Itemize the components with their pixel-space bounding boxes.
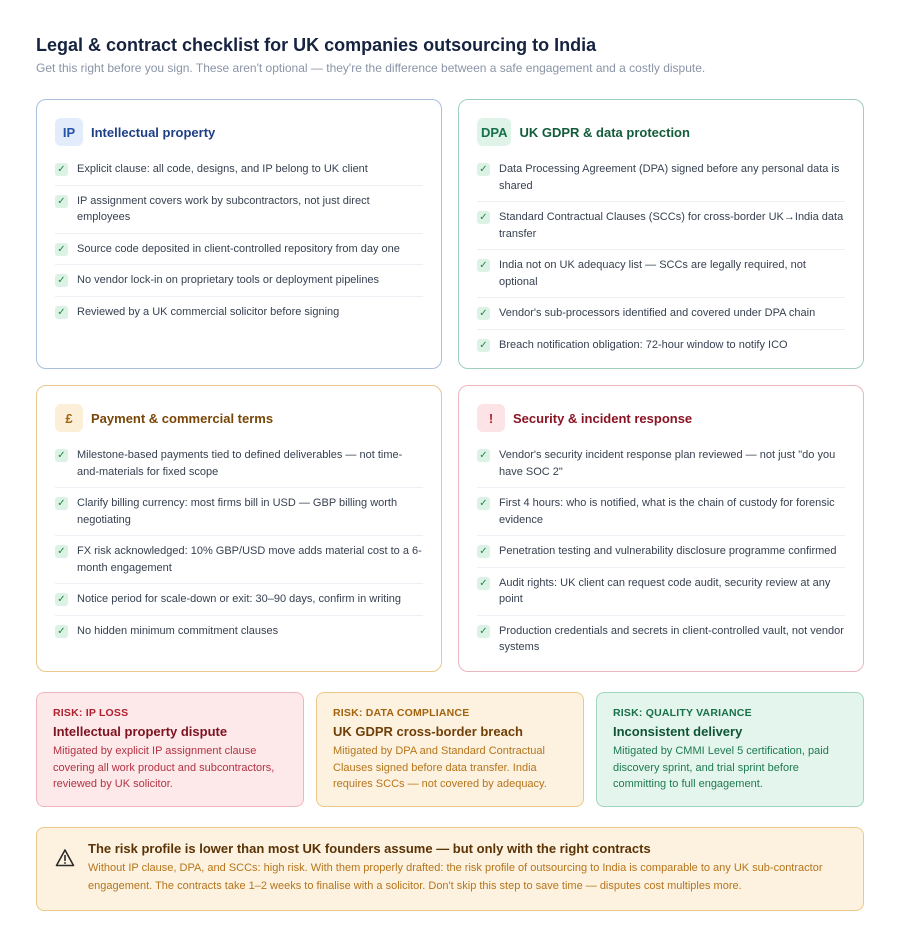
card-title: Security & incident response bbox=[513, 410, 693, 426]
risk-title: Inconsistent delivery bbox=[613, 724, 743, 739]
checklist-item bbox=[55, 297, 423, 328]
checklist-item-text: Explicit clause: all code, designs, and IP belong to UK client bbox=[77, 163, 368, 175]
checkmark-icon: ✓ bbox=[55, 625, 68, 638]
checklist-item bbox=[55, 584, 423, 616]
checklist-item-text: Reviewed by a UK commercial solicitor before signing bbox=[77, 305, 340, 318]
checkmark-icon: ✓ bbox=[477, 259, 490, 272]
card-title: UK GDPR & data protection bbox=[519, 124, 690, 140]
checklist-item bbox=[477, 330, 845, 361]
checklist-item-text: Milestone-based payments tied to defined deliverables — not time-and-materials for fixed scope bbox=[77, 449, 403, 478]
checkmark-icon: ✓ bbox=[477, 307, 490, 320]
risk-card-quality-variance bbox=[596, 692, 864, 807]
ip-badge-icon: IP bbox=[55, 118, 83, 146]
checkmark-icon: ✓ bbox=[477, 163, 490, 176]
checkmark-icon: ✓ bbox=[55, 449, 68, 462]
card-header bbox=[55, 118, 423, 146]
risk-description: Mitigated by CMMI Level 5 certification, paid discovery sprint, and trial sprint before committing to full engagement. bbox=[613, 745, 829, 790]
checklist-item-text: Penetration testing and vulnerability disclosure programme confirmed bbox=[499, 545, 837, 557]
checklist-item-text: Standard Contractual Clauses (SCCs) for cross-border UK→India data transfer bbox=[499, 211, 844, 240]
risk-description: Mitigated by explicit IP assignment clause covering all work product and subcontractors, reviewed by UK solicitor. bbox=[53, 745, 275, 790]
checkmark-icon: ✓ bbox=[55, 593, 68, 606]
warning-icon bbox=[55, 848, 75, 868]
risk-label: RISK: IP LOSS bbox=[53, 707, 129, 719]
risk-label: RISK: QUALITY VARIANCE bbox=[613, 707, 752, 719]
checklist-item-text: Vendor's sub-processors identified and covered under DPA chain bbox=[499, 307, 816, 319]
checkmark-icon: ✓ bbox=[55, 274, 68, 287]
risk-label: RISK: DATA COMPLIANCE bbox=[333, 707, 470, 719]
checklist-item-text: Clarify billing currency: most firms bill in USD — GBP billing worth negotiating bbox=[77, 497, 398, 526]
card-data-protection bbox=[458, 99, 864, 369]
checklist bbox=[477, 440, 845, 663]
checklist-item-text: FX risk acknowledged: 10% GBP/USD move adds material cost to a 6-month engagement bbox=[77, 545, 422, 574]
dpa-badge-icon: DPA bbox=[477, 118, 511, 146]
risk-title: UK GDPR cross-border breach bbox=[333, 724, 523, 739]
checklist-item bbox=[477, 536, 845, 568]
checkmark-icon: ✓ bbox=[477, 497, 490, 510]
callout-body bbox=[88, 841, 828, 910]
card-header bbox=[55, 404, 423, 432]
checklist-item bbox=[55, 186, 423, 234]
checklist-item bbox=[477, 616, 845, 663]
checklist-item-text: Production credentials and secrets in client-controlled vault, not vendor systems bbox=[499, 624, 844, 653]
checklist-item-text: Audit rights: UK client can request code audit, security review at any point bbox=[499, 576, 831, 605]
card-intellectual-property bbox=[36, 99, 442, 369]
checkmark-icon: ✓ bbox=[55, 497, 68, 510]
checklist-item-text: Notice period for scale-down or exit: 30–90 days, confirm in writing bbox=[77, 593, 402, 605]
checkmark-icon: ✓ bbox=[55, 243, 68, 256]
checklist-item-text: Breach notification obligation: 72-hour window to notify ICO bbox=[499, 338, 788, 351]
checkmark-icon: ✓ bbox=[477, 339, 490, 352]
checklist-item bbox=[55, 488, 423, 536]
checklist-item-text: Data Processing Agreement (DPA) signed before any personal data is shared bbox=[499, 163, 840, 192]
checklist bbox=[55, 440, 423, 646]
checklist-item-text: India not on UK adequacy list — SCCs are legally required, not optional bbox=[499, 259, 806, 288]
page-title: Legal & contract checklist for UK companies outsourcing to India bbox=[36, 35, 597, 55]
checklist bbox=[55, 154, 423, 327]
card-security-incident bbox=[458, 385, 864, 672]
checkmark-icon: ✓ bbox=[55, 163, 68, 176]
checkmark-icon: ✓ bbox=[477, 625, 490, 638]
checklist-item-text: First 4 hours: who is notified, what is the chain of custody for forensic evidence bbox=[499, 497, 835, 526]
checkmark-icon: ✓ bbox=[55, 306, 68, 319]
exclamation-icon: ! bbox=[477, 404, 505, 432]
checklist-item bbox=[55, 440, 423, 488]
checklist-item bbox=[477, 250, 845, 298]
risk-card-data-compliance bbox=[316, 692, 584, 807]
checklist-item-text: Vendor's security incident response plan reviewed — not just "do you have SOC 2" bbox=[499, 449, 836, 478]
checkmark-icon: ✓ bbox=[477, 577, 490, 590]
callout-text: Without IP clause, DPA, and SCCs: high risk. With them properly drafted: the risk profile of outsourcing to India is comparable to any UK sub-contractor engagement. The contracts take 1–2 weeks to finalise with a solicitor. Don't skip this step to save time — disputes cost multiples more. bbox=[88, 862, 823, 892]
checkmark-icon: ✓ bbox=[477, 545, 490, 558]
risk-profile-callout bbox=[36, 827, 864, 911]
card-title: Payment & commercial terms bbox=[91, 410, 274, 426]
checklist-item bbox=[477, 488, 845, 536]
checklist-item-text: No hidden minimum commitment clauses bbox=[77, 624, 279, 637]
card-header bbox=[477, 404, 845, 432]
card-title: Intellectual property bbox=[91, 124, 216, 140]
checklist-item bbox=[477, 440, 845, 488]
checklist-item-text: No vendor lock-in on proprietary tools or deployment pipelines bbox=[77, 274, 380, 286]
risk-title: Intellectual property dispute bbox=[53, 724, 228, 739]
checklist-item bbox=[477, 154, 845, 202]
checkmark-icon: ✓ bbox=[477, 449, 490, 462]
risk-description: Mitigated by DPA and Standard Contractual Clauses signed before data transfer. India requires SCCs — not covered by adequacy. bbox=[333, 745, 547, 790]
checkmark-icon: ✓ bbox=[55, 195, 68, 208]
risk-card-ip-loss bbox=[36, 692, 304, 807]
checklist-item bbox=[55, 536, 423, 584]
card-header bbox=[477, 118, 845, 146]
checklist-item bbox=[55, 265, 423, 297]
checkmark-icon: ✓ bbox=[55, 545, 68, 558]
checklist-item bbox=[55, 154, 423, 186]
checklist-item bbox=[477, 298, 845, 330]
checklist-item bbox=[55, 616, 423, 647]
checklist-item-text: Source code deposited in client-controlled repository from day one bbox=[77, 242, 400, 255]
card-payment-terms bbox=[36, 385, 442, 672]
checklist-item-text: IP assignment covers work by subcontractors, not just direct employees bbox=[77, 194, 370, 223]
page-subtitle: Get this right before you sign. These aren't optional — they're the difference between a safe engagement and a costly dispute. bbox=[36, 61, 706, 75]
callout-title: The risk profile is lower than most UK founders assume — but only with the right contracts bbox=[88, 841, 651, 856]
checklist-item bbox=[55, 234, 423, 266]
checklist-item bbox=[477, 202, 845, 250]
checklist bbox=[477, 154, 845, 360]
checklist-item bbox=[477, 568, 845, 616]
checkmark-icon: ✓ bbox=[477, 211, 490, 224]
pound-sign-icon: £ bbox=[55, 404, 83, 432]
